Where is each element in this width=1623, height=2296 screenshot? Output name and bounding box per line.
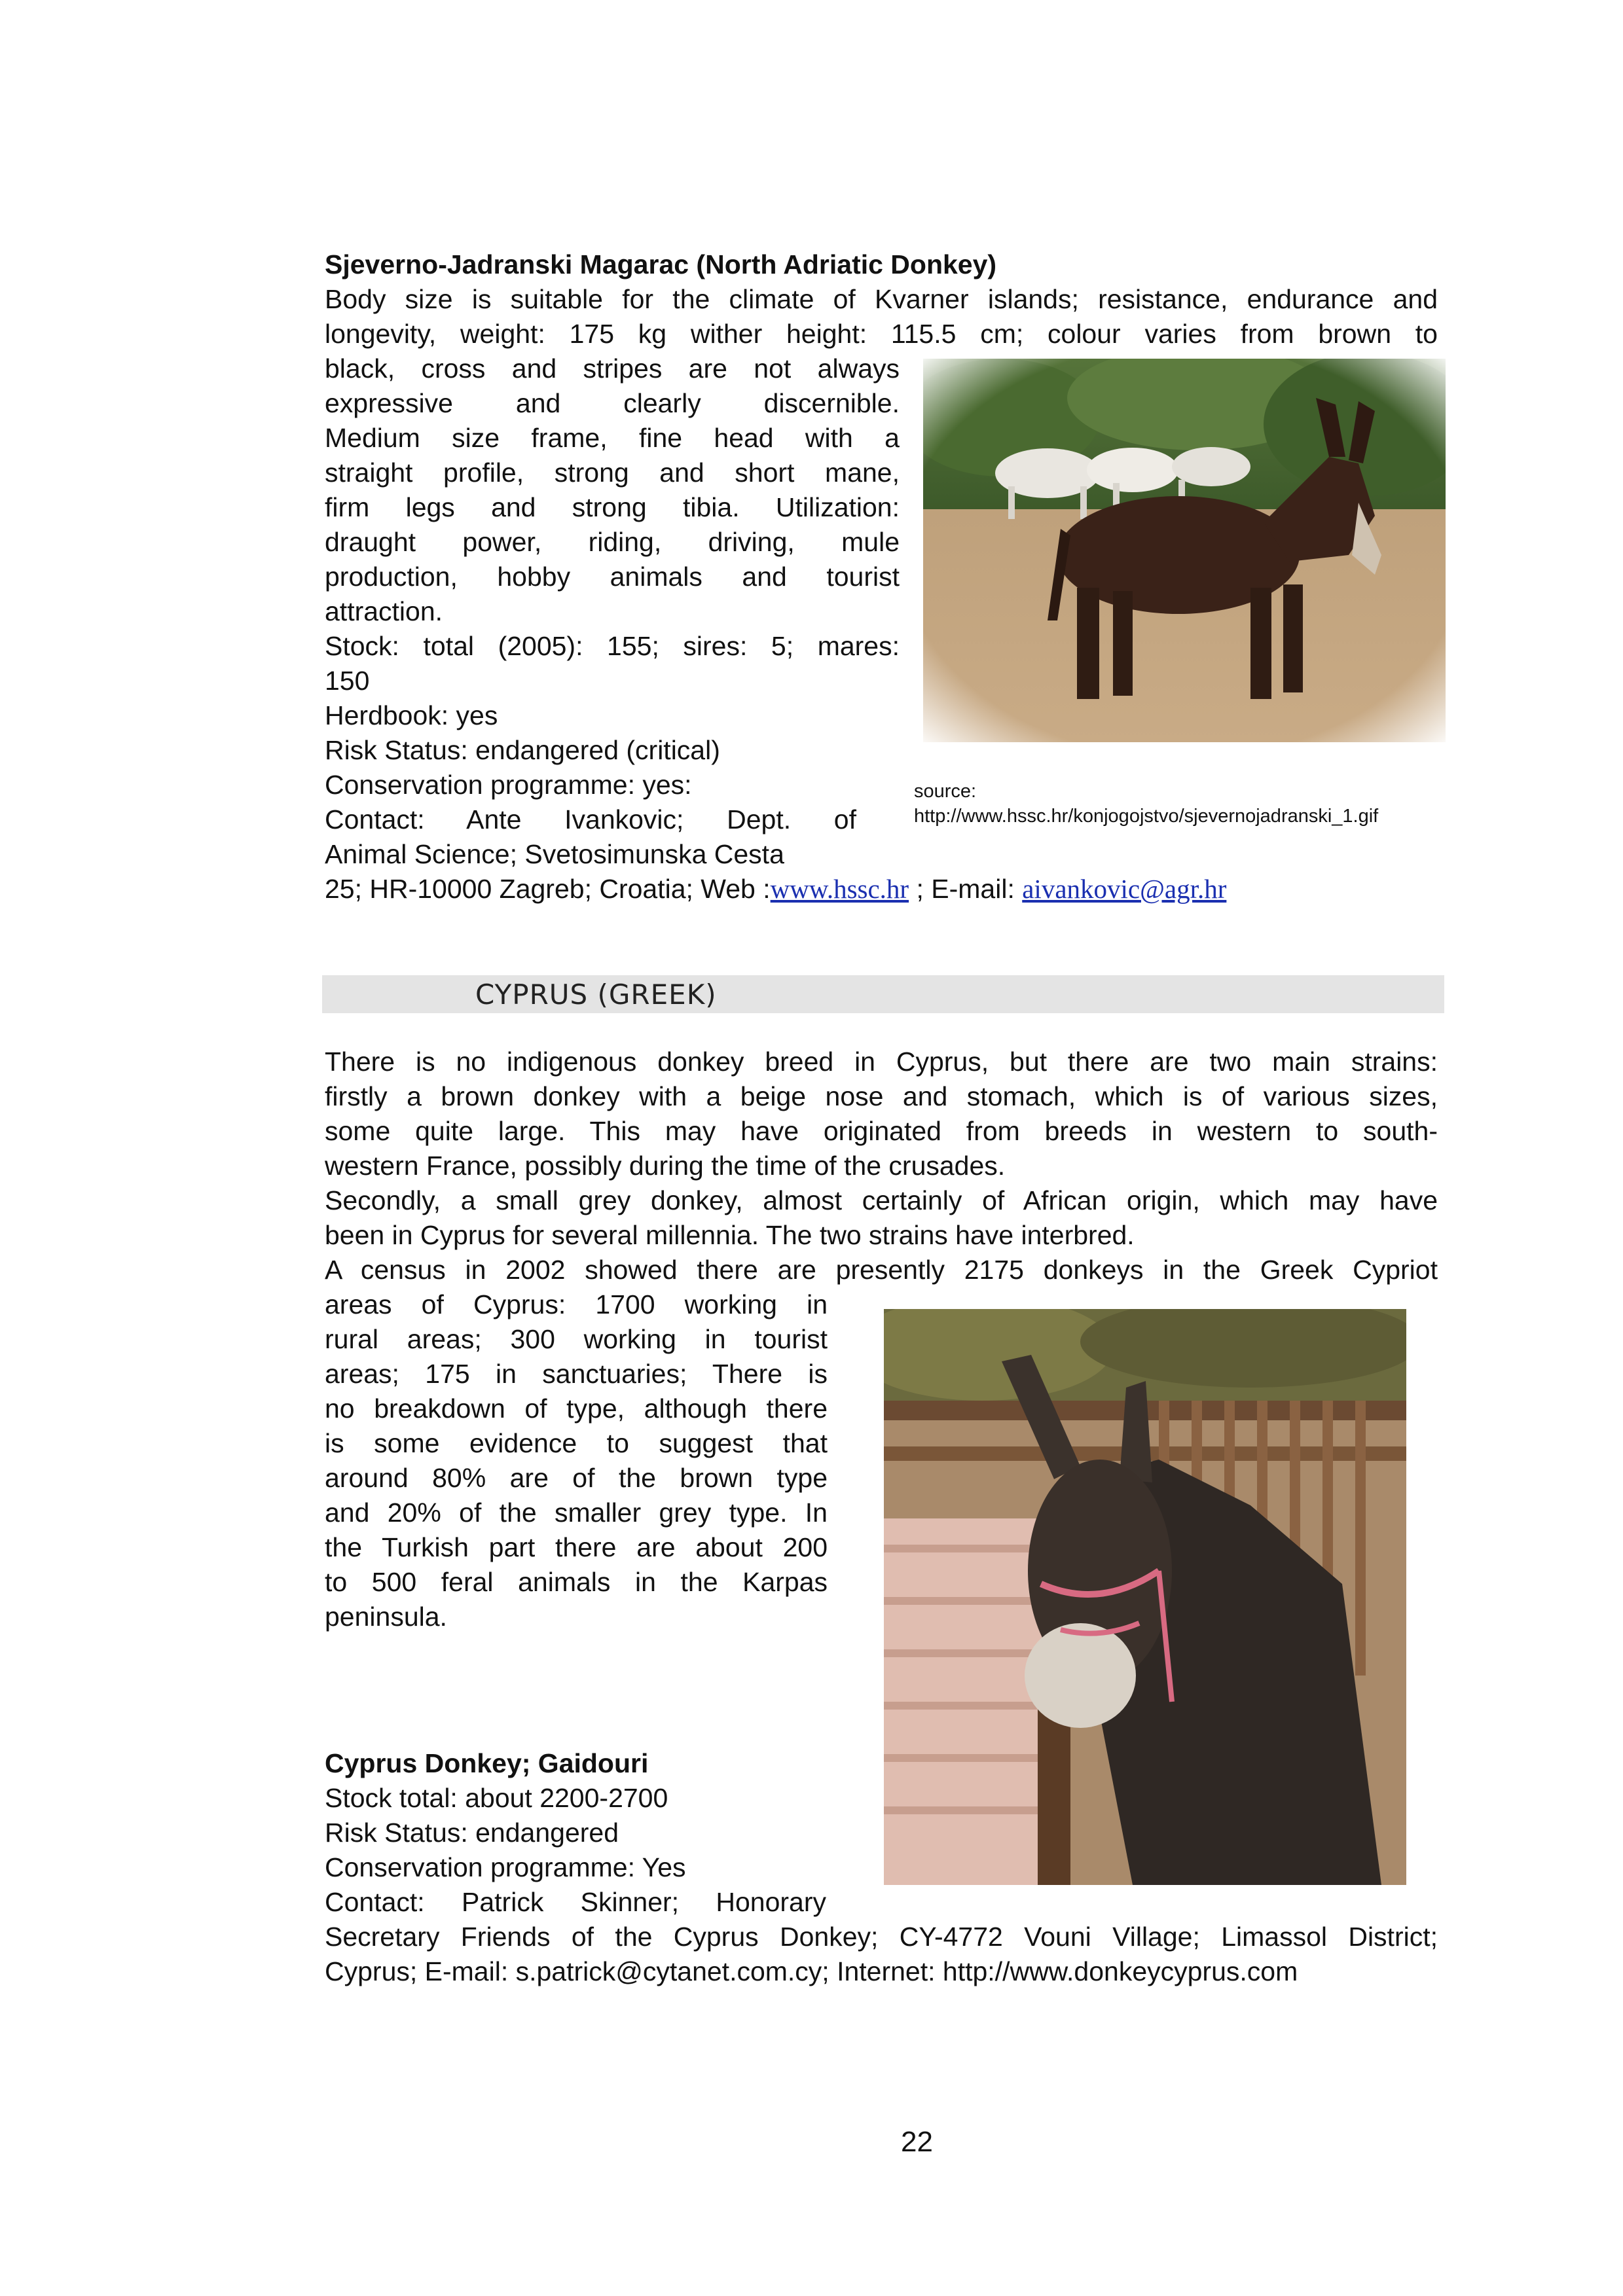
north-adriatic-donkey-photo [923, 359, 1446, 742]
body-text-line: peninsula. [325, 1602, 447, 1632]
cyprus-donkey-photo [884, 1309, 1406, 1885]
body-text-line: the Turkish part there are about 200 [325, 1532, 828, 1562]
body-text-line: areas of Cyprus: 1700 working in [325, 1289, 828, 1319]
caption-label: source: [914, 781, 977, 802]
cyprus-breed-block [325, 1746, 828, 1920]
cyprus-left-column [325, 1287, 828, 1634]
page-number: 22 [901, 2126, 933, 2158]
body-text-line: some quite large. This may have originated from breeds in western to south- [325, 1116, 1438, 1146]
cyprus-intro-paragraph [325, 1045, 1438, 1287]
body-text-line: western France, possibly during the time of the crusades. [325, 1151, 1006, 1181]
body-text-line: Body size is suitable for the climate of Kvarner islands; resistance, endurance and [325, 284, 1438, 314]
cyprus-contact-block [325, 1920, 1438, 1989]
email-label: ; E-mail: [909, 874, 1023, 904]
web-link[interactable]: www.hssc.hr [770, 874, 909, 904]
body-text-line: draught power, riding, driving, mule [325, 527, 900, 557]
section-heading-bar [322, 975, 1444, 1013]
stock-line: Stock: total (2005): 155; sires: 5; mares: [325, 631, 900, 661]
body-text-line: rural areas; 300 working in tourist [325, 1324, 828, 1354]
body-text-line: areas; 175 in sanctuaries; There is [325, 1359, 828, 1389]
breed-title-cyprus: Cyprus Donkey; Gaidouri [325, 1748, 649, 1778]
risk-status-line: Risk Status: endangered [325, 1818, 619, 1848]
herdbook-line: Herdbook: yes [325, 700, 498, 730]
body-text-line: no breakdown of type, although there [325, 1393, 828, 1424]
body-text-line: firstly a brown donkey with a beige nose and stomach, which is of various sizes, [325, 1081, 1438, 1111]
body-text-line: There is no indigenous donkey breed in Cyprus, but there are two main strains: [325, 1047, 1438, 1077]
north-adriatic-contact-line [325, 872, 1438, 906]
body-text-line: to 500 feral animals in the Karpas [325, 1567, 828, 1597]
email-link[interactable]: aivankovic@agr.hr [1022, 874, 1227, 904]
contact-line: Contact: Patrick Skinner; Honorary [325, 1887, 826, 1917]
body-text-line: and 20% of the smaller grey type. In [325, 1498, 828, 1528]
body-text-line: Medium size frame, fine head with a [325, 423, 900, 453]
body-text-line: longevity, weight: 175 kg wither height: 115.5 cm; colour varies from brown to [325, 319, 1438, 349]
body-text-line: straight profile, strong and short mane, [325, 457, 900, 488]
stock-line: Stock total: about 2200-2700 [325, 1783, 668, 1813]
image-source-caption [914, 779, 1457, 829]
contact-line: Animal Science; Svetosimunska Cesta [325, 839, 784, 869]
caption-url: http://www.hssc.hr/konjogojstvo/sjevernojadranski_1.gif [914, 806, 1379, 827]
contact-line: Cyprus; E-mail: s.patrick@cytanet.com.cy; Internet: http://www.donkeycyprus.com [325, 1956, 1298, 1986]
body-text-line: A census in 2002 showed there are presently 2175 donkeys in the Greek Cypriot [325, 1255, 1438, 1285]
north-adriatic-top-block [325, 247, 1438, 351]
body-text-line: Secondly, a small grey donkey, almost certainly of African origin, which may have [325, 1185, 1438, 1215]
conservation-line: Conservation programme: Yes [325, 1852, 686, 1882]
risk-status-line: Risk Status: endangered (critical) [325, 735, 720, 765]
breed-title-north-adriatic: Sjeverno-Jadranski Magarac (North Adriatic Donkey) [325, 249, 997, 279]
contact-line: Contact: Ante Ivankovic; Dept. of [325, 804, 856, 834]
body-text-line: is some evidence to suggest that [325, 1428, 828, 1458]
address-text: 25; HR-10000 Zagreb; Croatia; Web : [325, 874, 771, 904]
conservation-line: Conservation programme: yes: [325, 770, 692, 800]
body-text-line: firm legs and strong tibia. Utilization: [325, 492, 900, 522]
section-heading-cyprus: CYPRUS (GREEK) [475, 978, 717, 1011]
body-text-line: black, cross and stripes are not always [325, 353, 900, 384]
body-text-line: around 80% are of the brown type [325, 1463, 828, 1493]
body-text-line: been in Cyprus for several millennia. The two strains have interbred. [325, 1220, 1135, 1250]
contact-line: Secretary Friends of the Cyprus Donkey; CY-4772 Vouni Village; Limassol District; [325, 1922, 1438, 1952]
body-text-line: attraction. [325, 596, 443, 626]
stock-line: 150 [325, 666, 370, 696]
body-text-line: production, hobby animals and tourist [325, 562, 900, 592]
north-adriatic-left-column [325, 351, 900, 872]
body-text-line: expressive and clearly discernible. [325, 388, 900, 418]
